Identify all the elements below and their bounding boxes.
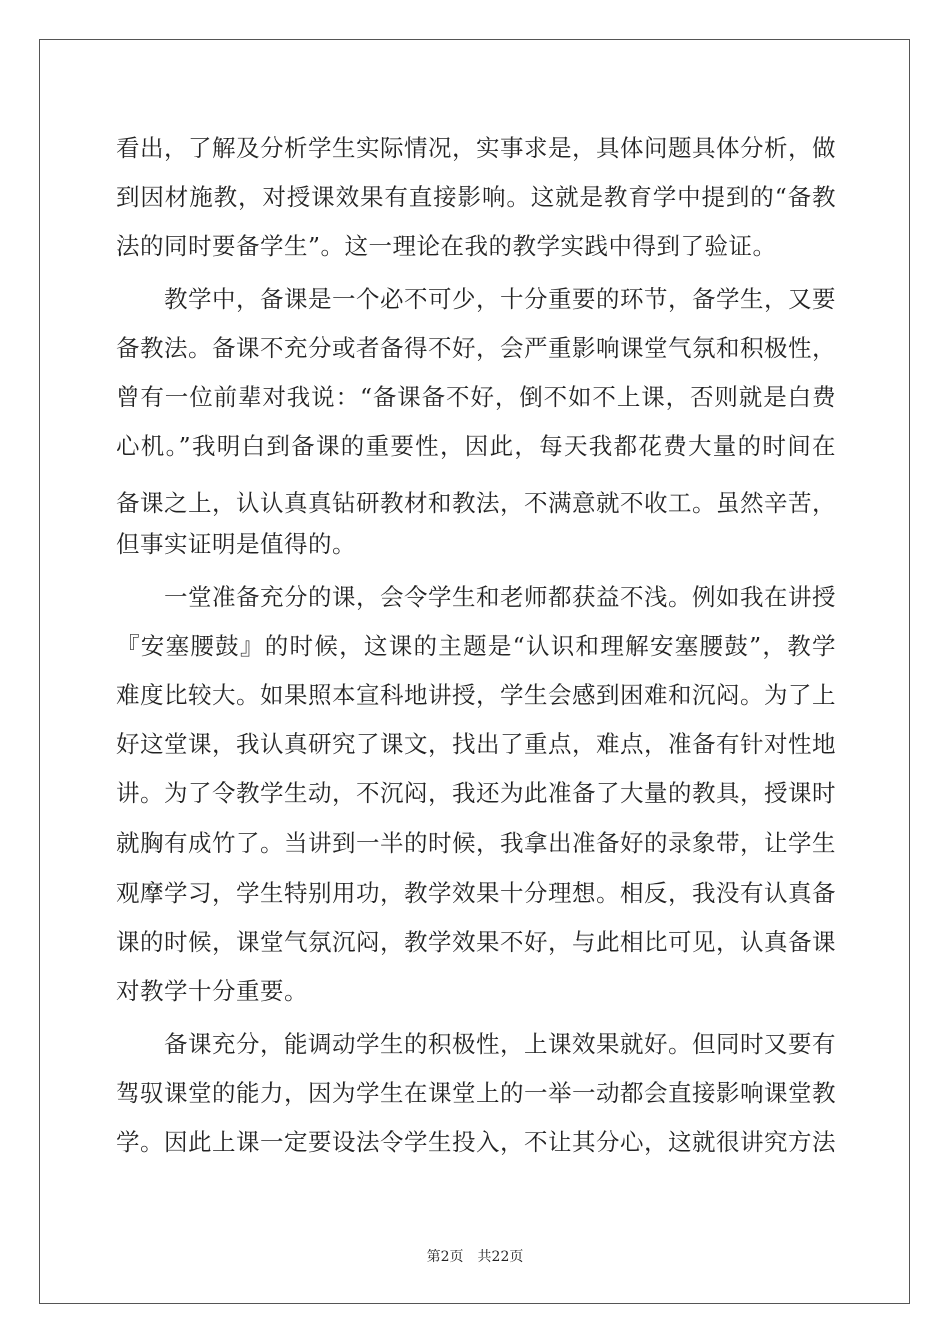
- text-line: 课的时候，课堂气氛沉闷，教学效果不好，与此相比可见，认真备课: [116, 928, 836, 956]
- text-line: 驾驭课堂的能力，因为学生在课堂上的一举一动都会直接影响课堂教: [116, 1079, 836, 1107]
- page-footer: 第2页 共22页: [426, 1249, 524, 1265]
- text-line: 『安塞腰鼓』的时候，这课的主题是“认识和理解安塞腰鼓”，教学: [116, 632, 836, 660]
- text-line: 心机。”我明白到备课的重要性，因此，每天我都花费大量的时间在: [116, 432, 836, 460]
- text-line: 观摩学习，学生特别用功，教学效果十分理想。相反，我没有认真备: [116, 879, 836, 907]
- text-line: 到因材施教，对授课效果有直接影响。这就是教育学中提到的“备教: [116, 183, 836, 211]
- text-line: 法的同时要备学生”。这一理论在我的教学实践中得到了验证。: [116, 232, 777, 260]
- text-line: 一堂准备充分的课，会令学生和老师都获益不浅。例如我在讲授: [116, 583, 836, 611]
- text-line: 备教法。备课不充分或者备得不好，会严重影响课堂气氛和积极性，: [116, 334, 836, 362]
- text-line: 但事实证明是值得的。: [116, 530, 356, 558]
- text-line: 备课之上，认认真真钻研教材和教法，不满意就不收工。虽然辛苦，: [116, 489, 836, 517]
- text-line: 看出，了解及分析学生实际情况，实事求是，具体问题具体分析，做: [116, 134, 836, 162]
- text-line: 对教学十分重要。: [116, 977, 308, 1005]
- text-line: 好这堂课，我认真研究了课文，找出了重点，难点，准备有针对性地: [116, 730, 836, 758]
- text-line: 曾有一位前辈对我说：“备课备不好，倒不如不上课，否则就是白费: [116, 383, 836, 411]
- text-line: 学。因此上课一定要设法令学生投入，不让其分心，这就很讲究方法: [116, 1128, 836, 1156]
- text-line: 备课充分，能调动学生的积极性，上课效果就好。但同时又要有: [116, 1030, 836, 1058]
- text-line: 讲。为了令教学生动，不沉闷，我还为此准备了大量的教具，授课时: [116, 779, 836, 807]
- text-line: 教学中，备课是一个必不可少，十分重要的环节，备学生，又要: [116, 285, 836, 313]
- text-line: 就胸有成竹了。当讲到一半的时候，我拿出准备好的录象带，让学生: [116, 829, 836, 857]
- text-line: 难度比较大。如果照本宣科地讲授，学生会感到困难和沉闷。为了上: [116, 681, 836, 709]
